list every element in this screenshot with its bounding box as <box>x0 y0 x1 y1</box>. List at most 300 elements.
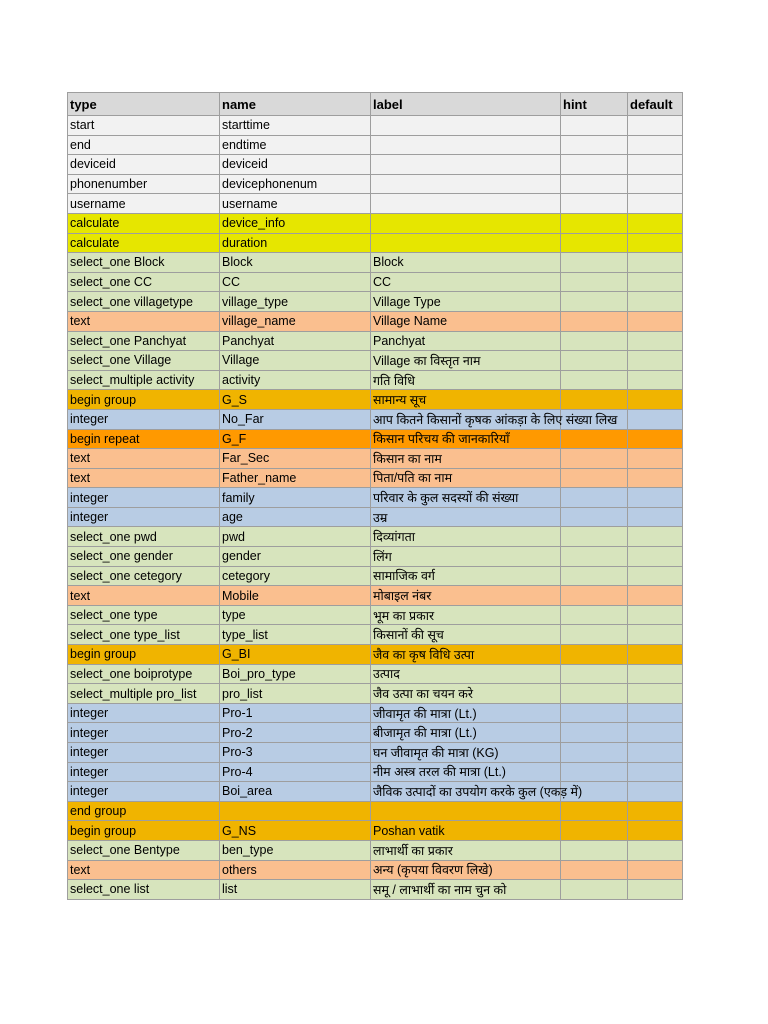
cell-hint <box>561 155 628 175</box>
cell-label-text: Village Type <box>373 294 441 309</box>
cell-hint <box>561 566 628 586</box>
cell-type <box>68 625 220 645</box>
cell-type <box>68 429 220 449</box>
cell-label-text: अन्य (कृपया विवरण लिखे) <box>373 863 493 878</box>
cell-label <box>371 821 561 841</box>
cell-name <box>220 586 371 606</box>
cell-default <box>628 743 683 763</box>
cell-default <box>628 547 683 567</box>
cell-label <box>371 135 561 155</box>
cell-default <box>628 645 683 665</box>
cell-hint <box>561 664 628 684</box>
cell-label <box>371 213 561 233</box>
cell-name-text: village_type <box>222 294 289 309</box>
table-row <box>68 605 683 625</box>
table-row <box>68 272 683 292</box>
table-row <box>68 155 683 175</box>
table-row <box>68 213 683 233</box>
cell-name-text: village_name <box>222 314 296 329</box>
cell-type-text: username <box>70 196 126 211</box>
cell-name <box>220 507 371 527</box>
cell-name <box>220 449 371 469</box>
cell-type <box>68 194 220 214</box>
table-body <box>68 116 683 900</box>
cell-name <box>220 135 371 155</box>
header-label: label <box>371 93 561 116</box>
cell-type <box>68 390 220 410</box>
cell-default <box>628 880 683 900</box>
table-row <box>68 390 683 410</box>
cell-name-text: devicephonenum <box>222 177 318 192</box>
cell-type-text: integer <box>70 490 109 505</box>
cell-default <box>628 703 683 723</box>
cell-name-text: G_S <box>222 392 248 407</box>
cell-default <box>628 174 683 194</box>
table-row <box>68 821 683 841</box>
cell-name-text: duration <box>222 235 268 250</box>
cell-type-text: begin group <box>70 392 137 407</box>
cell-name <box>220 880 371 900</box>
cell-name-text: Boi_area <box>222 784 273 799</box>
cell-type <box>68 703 220 723</box>
table-row <box>68 684 683 704</box>
cell-type <box>68 351 220 371</box>
cell-label <box>371 782 583 802</box>
cell-hint <box>561 703 628 723</box>
cell-type <box>68 840 220 860</box>
table-row <box>68 762 683 782</box>
cell-type-text: integer <box>70 725 109 740</box>
cell-name-text: gender <box>222 549 261 564</box>
cell-type <box>68 547 220 567</box>
cell-type <box>68 233 220 253</box>
cell-name <box>220 292 371 312</box>
cell-label-text: Block <box>373 255 404 270</box>
table-row <box>68 135 683 155</box>
cell-label-text: परिवार के कुल सदस्यों की संख्या <box>373 491 519 506</box>
cell-label-text: समू / लाभार्थी का नाम चुन को <box>373 882 507 897</box>
cell-type-text: begin group <box>70 823 137 838</box>
table-row <box>68 488 683 508</box>
table-row <box>68 449 683 469</box>
cell-type <box>68 272 220 292</box>
cell-hint <box>561 370 628 390</box>
cell-name-text: G_BI <box>222 647 251 662</box>
cell-type-text: calculate <box>70 235 120 250</box>
cell-name <box>220 213 371 233</box>
cell-type-text: end <box>70 137 91 152</box>
cell-label-text: गति विधि <box>373 373 415 388</box>
cell-default <box>628 370 683 390</box>
cell-default <box>628 527 683 547</box>
cell-type <box>68 213 220 233</box>
cell-name <box>220 155 371 175</box>
cell-type-text: integer <box>70 706 109 721</box>
table-row <box>68 292 683 312</box>
cell-label <box>371 194 561 214</box>
table-row <box>68 194 683 214</box>
cell-hint <box>561 116 628 136</box>
cell-name <box>220 174 371 194</box>
cell-label <box>371 174 561 194</box>
table-row <box>68 625 683 645</box>
cell-label <box>371 116 561 136</box>
header-name: name <box>220 93 371 116</box>
cell-label-text: उम्र <box>373 510 388 525</box>
cell-name-text: username <box>222 196 278 211</box>
cell-type-text: select_one type <box>70 608 158 623</box>
cell-type-text: calculate <box>70 216 120 231</box>
cell-label-text: दिव्यांगता <box>373 530 416 545</box>
cell-label <box>371 547 561 567</box>
cell-type-text: select_one Panchyat <box>70 333 187 348</box>
cell-type <box>68 782 220 802</box>
cell-hint <box>561 821 628 841</box>
cell-label <box>371 743 561 763</box>
cell-name-text: Father_name <box>222 470 297 485</box>
cell-default <box>628 507 683 527</box>
cell-type <box>68 507 220 527</box>
cell-type-text: integer <box>70 784 109 799</box>
cell-name <box>220 821 371 841</box>
cell-label-text: किसान परिचय की जानकारियाँ <box>373 432 510 447</box>
cell-type-text: select_one Village <box>70 353 172 368</box>
table-row <box>68 703 683 723</box>
cell-label-text: किसान का नाम <box>373 451 442 466</box>
cell-type-text: select_one Bentype <box>70 843 180 858</box>
cell-name-text: pwd <box>222 529 245 544</box>
table-row <box>68 429 683 449</box>
cell-name <box>220 351 371 371</box>
cell-type-text: select_one CC <box>70 275 152 290</box>
cell-name <box>220 566 371 586</box>
cell-name <box>220 390 371 410</box>
cell-label-text: उत्पाद <box>373 667 400 682</box>
cell-type-text: select_one cetegory <box>70 568 182 583</box>
header-default: default <box>628 93 683 116</box>
cell-type-text: begin group <box>70 647 137 662</box>
table-row <box>68 174 683 194</box>
cell-label <box>371 527 561 547</box>
cell-label-text: बीजामृत की मात्रा (Lt.) <box>373 726 477 741</box>
cell-type <box>68 743 220 763</box>
cell-default <box>628 449 683 469</box>
cell-label <box>371 840 561 860</box>
table-row <box>68 723 683 743</box>
cell-name-text: Pro-2 <box>222 725 253 740</box>
cell-name <box>220 370 371 390</box>
cell-type-text: select_one pwd <box>70 529 157 544</box>
cell-name-text: Pro-3 <box>222 745 253 760</box>
cell-default <box>628 566 683 586</box>
cell-name-text: ben_type <box>222 843 274 858</box>
cell-type <box>68 605 220 625</box>
header-type: type <box>68 93 220 116</box>
cell-label <box>371 155 561 175</box>
cell-name-text: G_NS <box>222 823 257 838</box>
cell-name <box>220 840 371 860</box>
cell-default <box>628 605 683 625</box>
cell-label <box>371 801 561 821</box>
cell-default <box>628 488 683 508</box>
cell-type <box>68 860 220 880</box>
cell-name-text: Pro-1 <box>222 706 253 721</box>
cell-name <box>220 723 371 743</box>
cell-label-text: लाभार्थी का प्रकार <box>373 843 453 858</box>
cell-default <box>628 586 683 606</box>
cell-label-text: जैव का कृष विधि उत्पा <box>373 647 475 662</box>
cell-hint <box>561 840 628 860</box>
cell-type-text: integer <box>70 764 109 779</box>
cell-type <box>68 664 220 684</box>
table-row <box>68 664 683 684</box>
cell-default <box>628 331 683 351</box>
table-row <box>68 370 683 390</box>
cell-label <box>371 664 561 684</box>
cell-hint <box>561 351 628 371</box>
table-row <box>68 116 683 136</box>
cell-type-text: select_one villagetype <box>70 294 193 309</box>
cell-type <box>68 880 220 900</box>
table-row <box>68 840 683 860</box>
table-row <box>68 586 683 606</box>
cell-hint <box>561 684 628 704</box>
cell-name <box>220 527 371 547</box>
cell-label <box>371 605 561 625</box>
cell-hint <box>561 272 628 292</box>
cell-label <box>371 566 561 586</box>
cell-type <box>68 370 220 390</box>
cell-label <box>371 370 561 390</box>
cell-type <box>68 527 220 547</box>
cell-type <box>68 762 220 782</box>
cell-label-text: Poshan vatik <box>373 823 445 838</box>
cell-label-text: सामान्य सूच <box>373 393 427 408</box>
cell-label <box>371 507 561 527</box>
cell-default <box>628 233 683 253</box>
cell-hint <box>561 429 628 449</box>
cell-label-text: भूम का प्रकार <box>373 608 435 623</box>
cell-type-text: select_multiple activity <box>70 373 195 388</box>
cell-name <box>220 684 371 704</box>
cell-default <box>628 390 683 410</box>
cell-type-text: select_one boiprotype <box>70 666 193 681</box>
table-row <box>68 331 683 351</box>
cell-default <box>628 351 683 371</box>
cell-label <box>371 625 561 645</box>
cell-name-text: cetegory <box>222 568 270 583</box>
cell-name-text: endtime <box>222 137 267 152</box>
cell-hint <box>561 194 628 214</box>
cell-default <box>628 311 683 331</box>
cell-default <box>628 762 683 782</box>
cell-name <box>220 331 371 351</box>
cell-label <box>371 703 561 723</box>
cell-name <box>220 311 371 331</box>
cell-type <box>68 174 220 194</box>
cell-name <box>220 194 371 214</box>
cell-name <box>220 272 371 292</box>
cell-hint <box>561 547 628 567</box>
cell-type <box>68 135 220 155</box>
cell-label <box>371 449 561 469</box>
cell-name <box>220 488 371 508</box>
cell-type-text: text <box>70 470 91 485</box>
cell-name-text: No_Far <box>222 412 264 427</box>
cell-default <box>628 409 683 429</box>
cell-type-text: select_one Block <box>70 255 165 270</box>
cell-type-text: integer <box>70 510 109 525</box>
cell-label <box>371 429 561 449</box>
cell-label <box>371 880 561 900</box>
cell-hint <box>561 645 628 665</box>
cell-type-text: begin repeat <box>70 431 140 446</box>
cell-name <box>220 743 371 763</box>
cell-name-text: CC <box>222 275 241 290</box>
cell-type <box>68 801 220 821</box>
cell-name-text: device_info <box>222 216 286 231</box>
cell-type-text: select_one gender <box>70 549 173 564</box>
cell-type <box>68 645 220 665</box>
cell-label-text: सामाजिक वर्ग <box>373 569 435 584</box>
cell-hint <box>561 311 628 331</box>
table-row <box>68 468 683 488</box>
cell-type-text: text <box>70 588 91 603</box>
table-row <box>68 351 683 371</box>
table-row <box>68 409 683 429</box>
cell-name-text: Boi_pro_type <box>222 666 296 681</box>
table-row <box>68 311 683 331</box>
table-row <box>68 801 683 821</box>
cell-label-text: घन जीवामृत की मात्रा (KG) <box>373 745 499 760</box>
cell-hint <box>561 527 628 547</box>
cell-type-text: text <box>70 451 91 466</box>
cell-type <box>68 116 220 136</box>
cell-label-text: जैविक उत्पादों का उपयोग करके कुल (एकड़ में) <box>373 784 583 799</box>
cell-hint <box>561 743 628 763</box>
cell-hint <box>561 625 628 645</box>
cell-default <box>628 684 683 704</box>
cell-hint <box>561 135 628 155</box>
cell-type-text: select_multiple pro_list <box>70 686 197 701</box>
cell-type-text: text <box>70 862 91 877</box>
cell-type <box>68 311 220 331</box>
cell-label-text: जीवामृत की मात्रा (Lt.) <box>373 706 477 721</box>
cell-hint <box>561 468 628 488</box>
cell-default <box>628 801 683 821</box>
cell-name <box>220 860 371 880</box>
cell-type-text: deviceid <box>70 157 116 172</box>
table-row <box>68 880 683 900</box>
cell-label-text: Panchyat <box>373 333 426 348</box>
table-row <box>68 645 683 665</box>
cell-name-text: starttime <box>222 118 270 133</box>
cell-hint <box>561 605 628 625</box>
cell-name <box>220 625 371 645</box>
cell-default <box>628 821 683 841</box>
cell-hint <box>561 860 628 880</box>
cell-hint <box>561 762 628 782</box>
cell-name <box>220 782 371 802</box>
cell-label-text: नीम अस्त्र तरल की मात्रा (Lt.) <box>373 765 506 780</box>
cell-name <box>220 645 371 665</box>
cell-hint <box>561 507 628 527</box>
cell-label <box>371 409 618 429</box>
cell-name-text: family <box>222 490 255 505</box>
cell-name-text: Panchyat <box>222 333 275 348</box>
cell-name <box>220 801 371 821</box>
cell-name-text: list <box>222 882 238 897</box>
cell-name <box>220 233 371 253</box>
cell-name <box>220 547 371 567</box>
cell-default <box>628 664 683 684</box>
cell-default <box>628 194 683 214</box>
cell-name-text: G_F <box>222 431 247 446</box>
cell-default <box>628 468 683 488</box>
cell-label <box>371 390 561 410</box>
cell-hint <box>561 331 628 351</box>
header-row <box>68 93 683 116</box>
cell-name-text: Village <box>222 353 260 368</box>
cell-name <box>220 429 371 449</box>
cell-label <box>371 684 561 704</box>
cell-name <box>220 664 371 684</box>
cell-name-text: Far_Sec <box>222 451 270 466</box>
table-row <box>68 253 683 273</box>
table-row <box>68 566 683 586</box>
cell-hint <box>561 801 628 821</box>
cell-label-text: मोबाइल नंबर <box>373 589 432 604</box>
cell-name <box>220 253 371 273</box>
cell-default <box>628 155 683 175</box>
cell-type <box>68 821 220 841</box>
cell-default <box>628 116 683 136</box>
cell-default <box>628 272 683 292</box>
cell-default <box>628 429 683 449</box>
cell-name <box>220 605 371 625</box>
cell-label <box>371 762 561 782</box>
cell-name-text: type <box>222 608 246 623</box>
cell-label <box>371 311 561 331</box>
table-row <box>68 743 683 763</box>
cell-label <box>371 468 561 488</box>
cell-name <box>220 762 371 782</box>
table-row <box>68 527 683 547</box>
cell-type-text: integer <box>70 412 109 427</box>
cell-label-text: CC <box>373 275 392 290</box>
cell-label-text: पिता/पति का नाम <box>373 471 453 486</box>
cell-default <box>628 625 683 645</box>
cell-label <box>371 292 561 312</box>
cell-type <box>68 155 220 175</box>
cell-type-text: start <box>70 118 95 133</box>
cell-type <box>68 586 220 606</box>
cell-default <box>628 840 683 860</box>
cell-hint <box>561 174 628 194</box>
cell-label-text: आप कितने किसानों कृषक आंकड़ा के लिए संख्या लिख <box>373 412 618 427</box>
cell-hint <box>561 292 628 312</box>
cell-label <box>371 272 561 292</box>
table-row <box>68 507 683 527</box>
cell-type <box>68 409 220 429</box>
table-row <box>68 233 683 253</box>
cell-label <box>371 351 561 371</box>
cell-type-text: select_one list <box>70 882 150 897</box>
cell-type-text: end group <box>70 804 127 819</box>
cell-name-text: Pro-4 <box>222 764 253 779</box>
cell-hint <box>561 449 628 469</box>
cell-hint <box>561 213 628 233</box>
